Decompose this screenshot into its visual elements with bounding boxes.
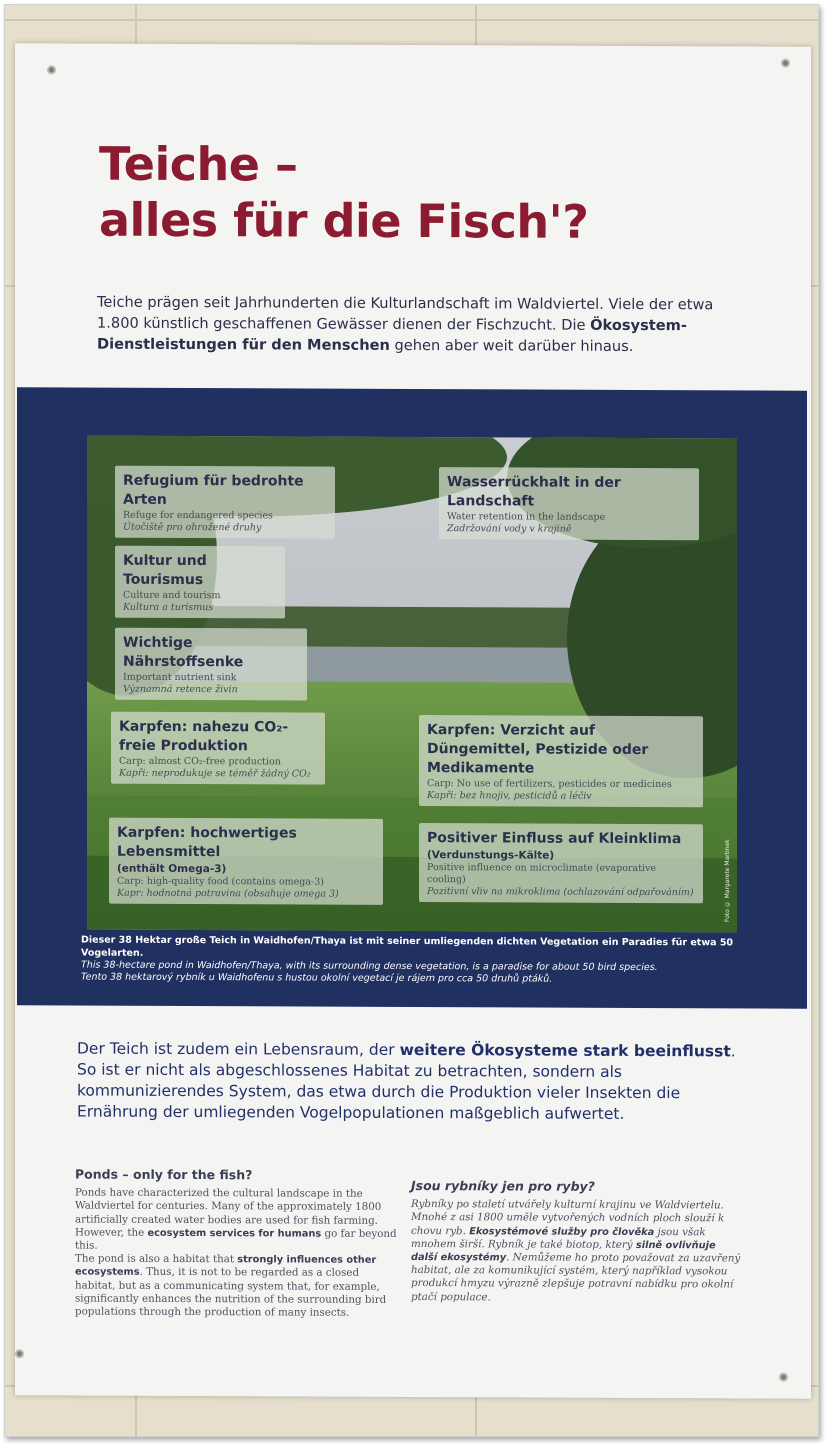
photo-frame bbox=[4, 4, 819, 1437]
habitat-bold: weitere Ökosysteme stark beeinflusst bbox=[399, 1040, 731, 1061]
benefit-carp-no-pesticides bbox=[419, 715, 703, 807]
benefit-nutrient-sink bbox=[115, 628, 307, 701]
czech-text-1: Rybníky po staletí utvářely kulturní krajinu ve Waldviertelu. Mnohé z asi 1800 uměle vytvořených vodních ploch slouží k chovu ryb. bbox=[411, 1198, 725, 1237]
benefit-czech: Kapři: bez hnojiv, pesticidů a léčiv bbox=[427, 790, 592, 802]
benefit-carp-food bbox=[109, 818, 383, 905]
benefit-title: Kultur und Tourismus bbox=[123, 552, 207, 589]
title-line-1: Teiche – bbox=[99, 136, 298, 192]
czech-text-3: . Nemůžeme ho proto považovat za uzavřený habitat, ale za komunikující systém, který například vysokou produkcí hmyzu výrazně zlepšuje potravní nabídku pro okolní ptačí populace. bbox=[411, 1251, 741, 1303]
info-poster bbox=[15, 43, 811, 1398]
czech-column bbox=[411, 1179, 741, 1305]
english-text-1: Ponds have characterized the cultural landscape in the Waldviertel for centuries. Many of the approximately 1800 artificially created water bodies are used for fish farming. However, the bbox=[75, 1186, 382, 1239]
benefit-title: Positiver Einfluss auf Kleinklima bbox=[427, 830, 682, 848]
english-text-3: The pond is also a habitat that bbox=[75, 1252, 238, 1266]
benefit-title: Karpfen: hochwertiges Lebensmittel bbox=[117, 824, 297, 861]
benefit-english: Important nutrient sink bbox=[123, 671, 237, 684]
benefit-title: Karpfen: Verzicht auf Düngemittel, Pestizide oder Medikamente bbox=[427, 722, 649, 777]
benefit-czech: Zadržování vody v krajině bbox=[447, 523, 572, 535]
benefit-title: Wasserrückhalt in der Landschaft bbox=[447, 474, 621, 510]
photo-panel bbox=[17, 387, 807, 1008]
english-text-4: . Thus, it is not to be regarded as a closed habitat, but as a communicating system that, for example, significantly enhances the nutrition of the surrounding bird populations through the production of many insects. bbox=[75, 1266, 387, 1319]
page-title bbox=[99, 136, 588, 250]
english-heading: Ponds – only for the fish? bbox=[75, 1166, 253, 1183]
benefit-english: Refuge for endangered species bbox=[123, 509, 273, 522]
benefit-english: Carp: high-quality food (contains omega-3) bbox=[117, 875, 324, 888]
screw-icon bbox=[779, 1373, 788, 1382]
photo-credit: Foto © Margarete Martinek bbox=[724, 839, 731, 923]
czech-text bbox=[411, 1198, 741, 1305]
title-line-2: alles für die Fisch'? bbox=[99, 192, 589, 249]
benefit-title: Karpfen: nahezu CO₂-freie Produktion bbox=[119, 718, 289, 755]
wall-tile-line bbox=[5, 19, 818, 21]
habitat-text: Der Teich ist zudem ein Lebensraum, der bbox=[77, 1039, 400, 1059]
benefit-subtitle: (Verdunstungs-Kälte) bbox=[427, 849, 555, 862]
caption-german: Dieser 38 Hektar große Teich in Waidhofen/Thaya ist mit seiner umliegenden dichten Vegetation ein Paradies für etwa 50 Vogelarten. bbox=[81, 934, 734, 959]
benefit-refuge bbox=[115, 466, 335, 539]
english-column bbox=[75, 1168, 400, 1321]
pond-photo bbox=[87, 436, 737, 933]
benefit-title: Wichtige Nährstoffsenke bbox=[123, 634, 244, 671]
benefit-english: Culture and tourism bbox=[123, 589, 221, 602]
czech-heading: Jsou rybníky jen pro ryby? bbox=[411, 1177, 595, 1194]
benefit-czech: Kapr: hodnotná potravina (obsahuje omega 3) bbox=[117, 887, 339, 900]
screw-icon bbox=[15, 1349, 24, 1358]
czech-bold-1: Ekosystémové služby pro člověka bbox=[469, 1225, 655, 1238]
photo-caption bbox=[81, 934, 781, 987]
benefit-culture-tourism bbox=[115, 546, 285, 619]
caption-english: This 38-hectare pond in Waidhofen/Thaya, with its surrounding dense vegetation, is a paradise for about 50 bird species. bbox=[81, 959, 658, 974]
caption-czech: Tento 38 hektarový rybník u Waidhofenu s hustou okolní vegetací je rájem pro cca 50 druhů ptáků. bbox=[81, 971, 553, 985]
english-text-2: go far beyond this. bbox=[75, 1227, 397, 1252]
benefit-english: Carp: almost CO₂-free production bbox=[119, 755, 281, 768]
benefit-english: Carp: No use of fertilizers, pesticides or medicines bbox=[427, 778, 672, 791]
czech-bold-2: silně ovlivňuje další ekosystémy bbox=[411, 1239, 716, 1264]
benefit-czech: Kultura a turismus bbox=[123, 601, 214, 614]
benefit-czech: Útočiště pro ohrožené druhy bbox=[123, 521, 262, 534]
english-bold-2: strongly influences other ecosystems bbox=[75, 1254, 377, 1279]
benefit-czech: Významná retence živin bbox=[123, 683, 238, 696]
habitat-paragraph bbox=[77, 1039, 737, 1126]
benefit-microclimate bbox=[419, 823, 703, 903]
intro-bold: Ökosystem-Dienstleistungen für den Menschen bbox=[97, 316, 687, 354]
czech-text-2: jsou však mnohem širší. Rybník je také biotop, který bbox=[411, 1225, 706, 1251]
habitat-text-end: . So ist er nicht als abgeschlossenes Habitat zu betrachten, sondern als kommunizierendes System, das etwa durch die Produktion vieler Insekten die Ernährung der umliegenden Vogelpopulationen maßgeblich aufwertet. bbox=[77, 1042, 736, 1123]
intro-text: Teiche prägen seit Jahrhunderten die Kulturlandschaft im Waldviertel. Viele der etwa 1.800 künstlich geschaffenen Gewässer dienen der Fischzucht. Die bbox=[97, 293, 714, 334]
benefit-carp-co2 bbox=[111, 712, 325, 785]
intro-paragraph bbox=[97, 292, 737, 358]
english-text bbox=[75, 1187, 400, 1320]
benefit-english: Positive influence on microclimate (evaporative cooling) bbox=[427, 862, 657, 886]
benefit-czech: Pozitivní vliv na mikroklima (ochlazování odpařováním) bbox=[427, 886, 694, 899]
benefit-title: Refugium für bedrohte Arten bbox=[123, 472, 304, 508]
intro-text-end: gehen aber weit darüber hinaus. bbox=[389, 336, 634, 355]
english-bold-1: ecosystem services for humans bbox=[147, 1227, 322, 1240]
benefit-czech: Kapři: neprodukuje se téměř žádný CO₂ bbox=[119, 767, 311, 780]
screw-icon bbox=[781, 59, 790, 68]
benefit-english: Water retention in the landscape bbox=[447, 511, 606, 523]
benefit-subtitle: (enthält Omega-3) bbox=[117, 862, 227, 876]
benefit-water-retention bbox=[439, 467, 699, 540]
screw-icon bbox=[47, 65, 56, 74]
